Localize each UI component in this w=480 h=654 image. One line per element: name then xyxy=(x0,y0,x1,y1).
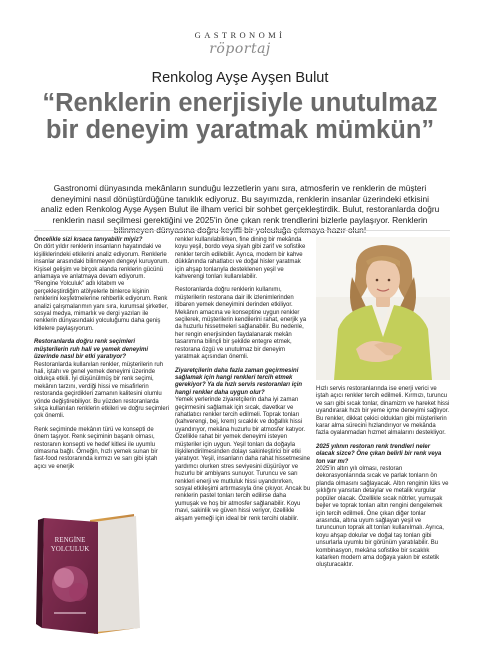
intro-divider xyxy=(34,230,450,231)
question-3: Ziyaretçilerin daha fazla zaman geçirmesini sağlamak için hangi renkleri tercih etmek gerekiyor? Ya da hızlı servis restoranları için hangi renkler daha uygun olur? xyxy=(175,367,303,396)
interviewee-portrait xyxy=(316,237,450,380)
book-title-line-1: RENGİNE xyxy=(54,536,86,544)
answer-3-continued: Hızlı servis restoranlarında ise enerji verici ve iştah açıcı renkler tercih edilmeli. Kırmızı, turuncu ve sarı gibi sıcak tonlar, dinamizm ve hareket hissi uyandırarak hızlı bir yeme içme deneyimi sağlıyor. Bu renkler, dikkat çekici oldukları gibi müşterilerin karar alma sürecini hızlandırıyor ve mekânda fazla oyalanmadan hızmet almalarını destekliyor. xyxy=(316,386,450,437)
magazine-masthead xyxy=(0,30,480,57)
question-1: Öncelikle sizi kısaca tanıyabilir miyiz? xyxy=(34,237,143,243)
interviewee-byline: Renkolog Ayşe Ayşen Bulut xyxy=(151,70,329,86)
answer-1: On dört yıldır renklerin insanların hayatındaki ve kişiliklerindeki etkilerini analiz ediyorum. Renklerle insanlar arasındaki bilinmeyen dengeyi kuruyorum. Kişisel gelişim ve birçok alanda renklerin gücünü anlamaya ve anlatmaya devam ediyorum. “Rengine Yolculuk” adlı kitabım ve gerçekleştirdiğim atölyelerle binlerce kişinin renklerini keşfetmelerine rehberlik ediyorum. Renk analizi çalışmalarımın yanı sıra, kurumsal şirketler, sosyal medya, mimarlık ve dergi yazıları ile renklerin dünyasındaki yolculuğumu daha geniş kitlelere paylaşıyorum. xyxy=(34,244,170,332)
answer-2: Restoranlarda kullanılan renkler, müşterilerin ruh hali, iştahı ve genel yemek deneyimi üzerinde oldukça etkili. İyi düşünülmüş bir renk seçimi, mekânın tarzını, verdiği hissi ve misafirlerin restoranda geçirdikleri zamanın kalitesini olumlu yönde değiştirebiliyor. Bu yüzden restoranlarda sıkça kullanılan renklerin etkileri ve doğru seçimleri çok önemli. xyxy=(34,361,170,420)
answer-2-tail: renkler kullanılabilirken, fine dining bir mekânda koyu yeşil, bordo veya siyah gibi zarif ve sofistike renkler tercih edilebilir. Ayrıca, modern bir kahve dükkânında rahatlatıcı ve doğal hisler yaratmak için ahşap tonlarıyla desteklenen yeşil ve kahverengi tonları kullanılabilir. xyxy=(175,237,306,281)
book-cover-image xyxy=(36,512,144,636)
question-2: Restoranlarda doğru renk seçimleri müşterilerin ruh hali ve yemek deneyimi üzerinde nasıl bir etki yaratıyor? xyxy=(34,339,149,361)
text-column-2 xyxy=(175,237,311,529)
answer-2-summary: Restoranlarda doğru renklerin kullanımı, müşterilerin restorana dair ilk izlenimlerinden itibaren yemek deneyimini derinden etkiliyor. Mekânın amacına ve konseptine uygun renkler seçilerek, müşterilerin kendilerini rahat, enerjik ya da huzurlu hissetmeleri sağlanabilir. Bu nedenle, her rengin enerjisinden faydalanarak mekân tasarımına bilinçli bir şekilde entegre etmek, restorana özgü ve unutulmaz bir deneyim yaratmak açısından önemli. xyxy=(175,287,307,361)
article-headline: “Renklerin enerjisiyle unutulmaz bir deneyim yaratmak mümkün” xyxy=(42,89,438,144)
answer-2-continued: Renk seçiminde mekânın türü ve konsepti de önem taşıyor. Renk seçiminin başarılı olması, restoranın konsepti ve hedef kitlesi ile uyumlu olmasına bağlı. Örneğin, hızlı yemek sunan bir fast-food restoranında kırmızı ve sarı gibi iştah açıcı ve enerjik xyxy=(34,426,158,470)
section-label: röportaj xyxy=(209,41,271,57)
answer-3: Yemek yerlerinde ziyaretçilerin daha iyi zaman geçirmesini sağlamak için sıcak, davetkar ve rahatlatıcı renkler tercih edilmeli. Toprak tonları (kahverengi, bej, krem) sıcaklık ve doğallık hissi uyandırıyor, mekâna huzurlu bir atmosfer katıyor. Özellikle rahat bir yemek deneyimi isteyen müşteriler için uygun. Yeşil tonları da doğayla ilişkilendirilmesinden dolayı sakinleştirici bir etki yaratıyor. Yeşil, insanların daha rahat hissetmesine yardımcı olurken stres seviyesini düşürüyor ve huzurlu bir ambiyans sunuyor. Turuncu ve sarı renkleri enerji ve mutluluk hissi uyandırırken, sosyal etkileşimi artırmasıyla öne çıkıyor. Ancak bu renklerin pastel tonları tercih edilirse daha yumuşak ve hoş bir atmosfer sağlanabilir. Koyu mavi, sakinlik ve güven hissi veriyor, özellikle akşam yemeği için ideal bir renk tercihi olabilir. xyxy=(175,397,311,522)
answer-4: 2025'in altın yılı olması, restoran dekorasyonlarında sıcak ve parlak tonların ön planda olmasını sağlayacak. Altın renginin lüks ve şıklığını yansıtan detaylar ve metalik vurgular popüler olacak. Özellikle sıcak nötrler, yumuşak bejler ve toprak tonları altın rengini dengelemek için tercih edilmeli. Öne çıkan diğer tonlar arasında, altına uyum sağlayan yeşil ve turuncunun toprak alt tonları kullanılmalı. Ayrıca, koyu ahşap dokular ve doğal taş tonları gibi unsurlarla uyumlu bir görünüm yaratılabilir. Bu kombinasyon, mekâna sofistike bir sıcaklık katarken modern ama doğaya yakın bir estetik oluşturacaktır. xyxy=(316,466,449,569)
question-4: 2025 yılının restoran renk trendleri neler olacak sizce? Öne çıkan belirli bir renk veya ton var mı? xyxy=(316,443,442,465)
article-intro: Gastronomi dünyasında mekânların sunduğu lezzetlerin yanı sıra, atmosferin ve renklerin de müşteri deneyimini nasıl dönüştürdüğüne tanıklık ediyoruz. Bu sayımızda, renklerin insanlar üzerindeki etkisini analiz eden Renkolog Ayşe Ayşen Bulut ile ilham verici bir sohbet gerçekleştirdik. Bulut, restoranlarda doğru renklerin nasıl seçilmesi gerektiğini ve 2025'in öne çıkan renk trendlerini bizlerle paylaşıyor. Renklerin bilinmeyen dünyasına doğru keyifli bir yolculuğa çıkmaya hazır olun! xyxy=(40,183,440,236)
text-column-3 xyxy=(316,386,450,576)
book-title-line-2: YOLCULUK xyxy=(50,545,90,553)
text-column-1 xyxy=(34,237,170,477)
magazine-brand: GASTRONOMİ xyxy=(194,30,286,40)
